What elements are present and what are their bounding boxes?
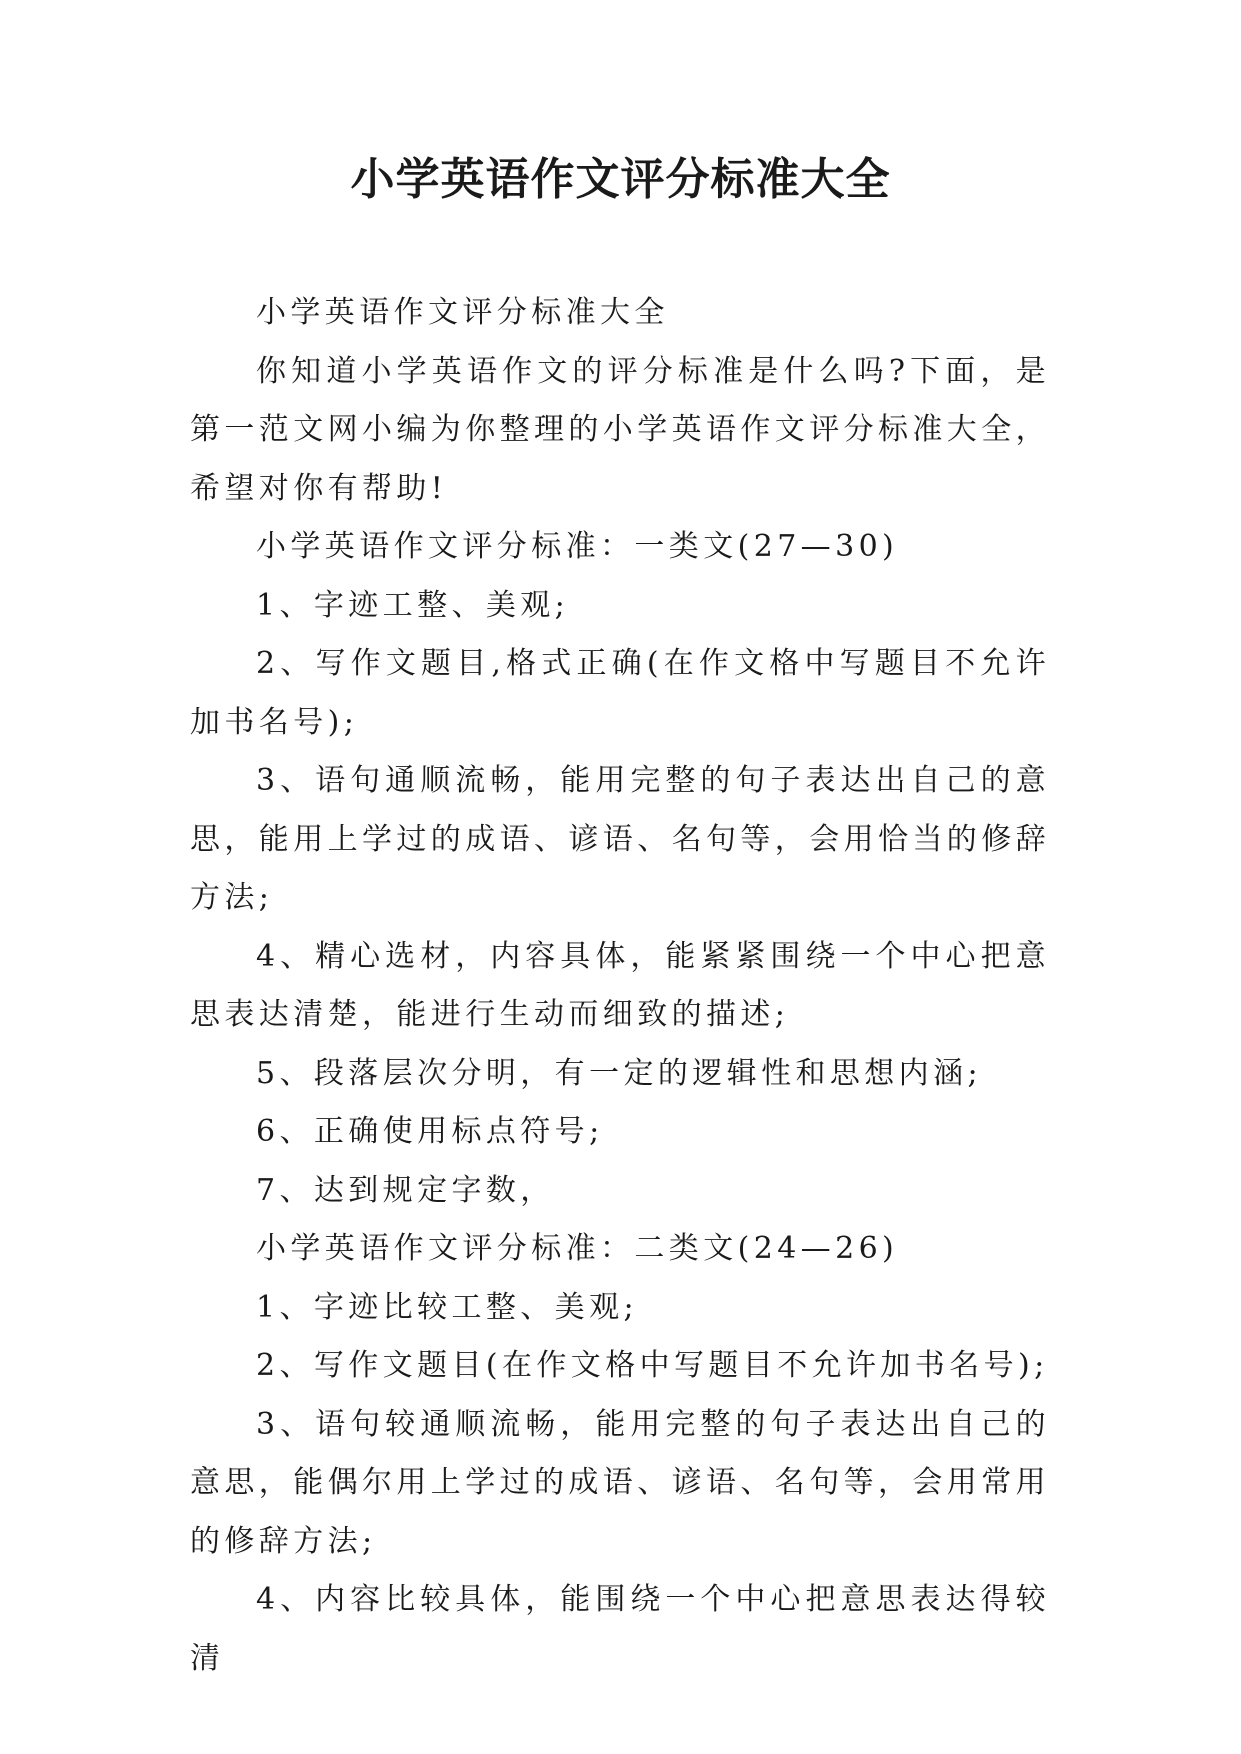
paragraph: 小学英语作文评分标准大全 xyxy=(256,295,669,330)
document-title: 小学英语作文评分标准大全 xyxy=(350,154,891,205)
paragraph: 2、写作文题目,格式正确(在作文格中写题目不允许加书名号); xyxy=(190,646,1050,740)
paragraph: 小学英语作文评分标准：二类文(24—26) xyxy=(256,1231,899,1266)
paragraph: 2、写作文题目(在作文格中写题目不允许加书名号); xyxy=(256,1348,1049,1383)
paragraph: 你知道小学英语作文的评分标准是什么吗?下面，是第一范文网小编为你整理的小学英语作文评分标准大全，希望对你有帮助! xyxy=(190,353,1050,506)
paragraph: 6、正确使用标点符号; xyxy=(256,1114,604,1149)
paragraph: 1、字迹比较工整、美观; xyxy=(256,1289,638,1325)
paragraph: 3、语句通顺流畅，能用完整的句子表达出自己的意思，能用上学过的成语、谚语、名句等，会用恰当的修辞方法; xyxy=(190,763,1050,915)
paragraph: 小学英语作文评分标准：一类文(27—30) xyxy=(256,529,899,564)
paragraph: 4、内容比较具体，能围绕一个中心把意思表达得较清 xyxy=(190,1582,1050,1676)
document-body xyxy=(190,284,1050,1688)
paragraph: 1、字迹工整、美观; xyxy=(256,587,570,623)
paragraph: 7、达到规定字数， xyxy=(256,1172,555,1208)
paragraph: 3、语句较通顺流畅，能用完整的句子表达出自己的意思，能偶尔用上学过的成语、谚语、名句等，会用常用的修辞方法; xyxy=(190,1406,1050,1559)
paragraph: 5、段落层次分明，有一定的逻辑性和思想内涵; xyxy=(256,1055,982,1091)
paragraph: 4、精心选材，内容具体，能紧紧围绕一个中心把意思表达清楚，能进行生动而细致的描述; xyxy=(190,938,1050,1032)
